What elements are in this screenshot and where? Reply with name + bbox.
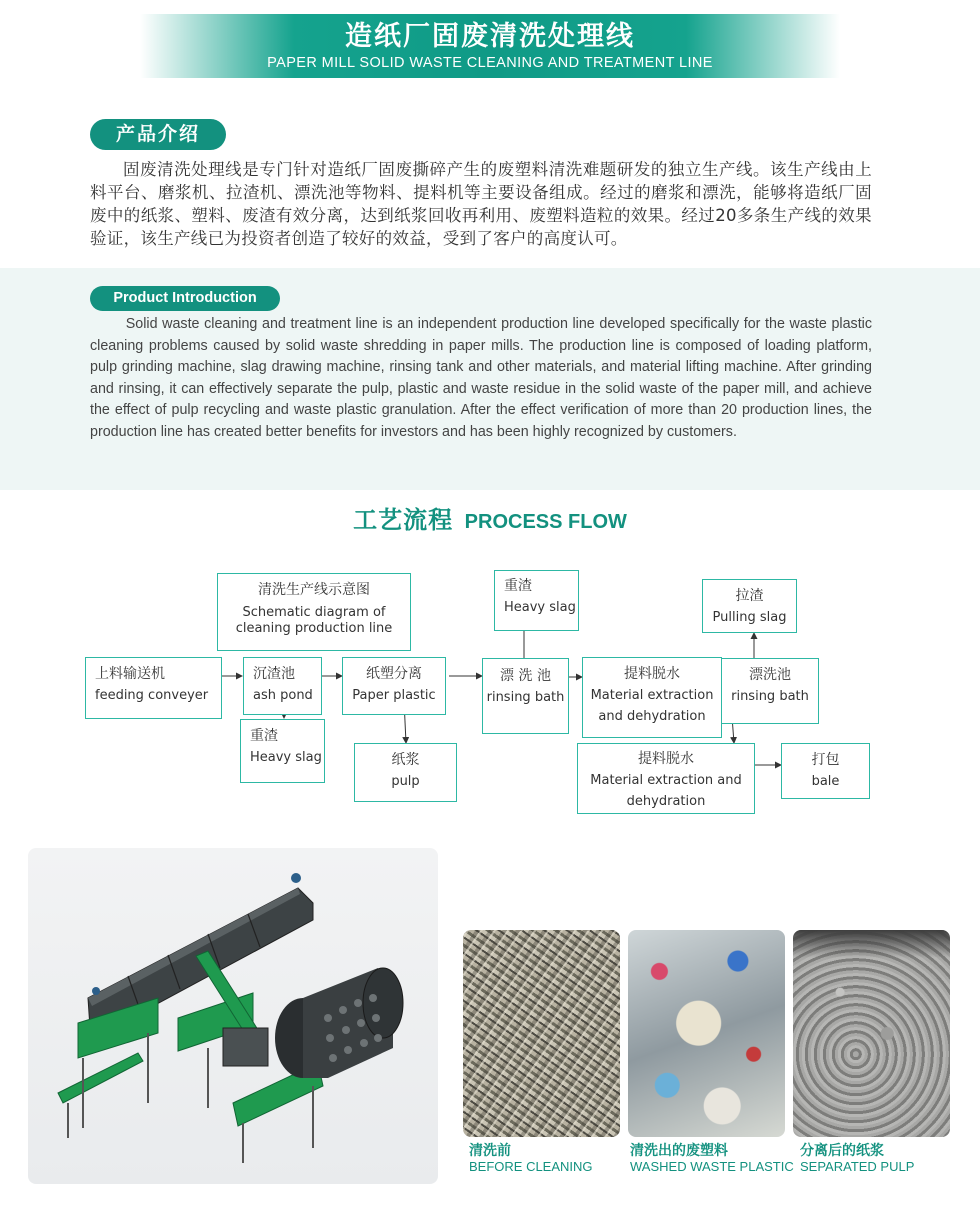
paper-plastic-box	[342, 657, 446, 715]
extraction-1-en2: and dehydration	[598, 709, 706, 724]
extraction-1-cn: 提料脱水	[624, 666, 680, 682]
extraction-box-1	[582, 657, 722, 738]
pulp-cn: 纸浆	[391, 752, 420, 768]
production-line-illustration	[28, 848, 438, 1184]
production-line-drawing	[28, 848, 438, 1184]
paper-plastic-cn: 纸塑分离	[366, 666, 422, 682]
pulp-en: pulp	[391, 774, 420, 789]
separated-pulp-photo	[793, 930, 950, 1137]
pulling-slag-cn: 拉渣	[735, 588, 764, 604]
schematic-box	[217, 573, 411, 651]
pulp-box	[354, 743, 457, 802]
heavy-slag-box-1	[240, 719, 325, 783]
feeding-en: feeding conveyer	[95, 688, 209, 703]
caption-washed-plastic-en: WASHED WASTE PLASTIC	[630, 1159, 794, 1174]
schematic-en2: cleaning production line	[235, 621, 393, 636]
extraction-2-en1: Material extraction and	[590, 773, 742, 788]
pulling-slag-en: Pulling slag	[712, 610, 787, 625]
extraction-1-en1: Material extraction	[590, 688, 714, 703]
caption-before-cleaning-en: BEFORE CLEANING	[469, 1159, 593, 1174]
process-flow-title	[0, 500, 980, 535]
intro-en-heading: Product Introduction	[90, 286, 280, 311]
washed-plastic-photo	[628, 930, 785, 1137]
before-cleaning-photo	[463, 930, 620, 1137]
rinsing-2-en: rinsing bath	[731, 689, 809, 704]
bale-en: bale	[811, 774, 840, 789]
caption-separated-pulp	[800, 1143, 914, 1175]
rinsing-1-cn: 漂 洗 池	[500, 668, 551, 684]
ash-pond-cn: 沉渣池	[253, 666, 295, 682]
caption-washed-plastic	[630, 1143, 794, 1175]
rinsing-1-en: rinsing bath	[486, 690, 565, 705]
ash-pond-box	[243, 657, 322, 715]
pulling-slag-box	[702, 579, 797, 633]
rinsing-bath-box-2	[721, 658, 819, 724]
page-title: 造纸厂固废清洗处理线	[345, 21, 635, 52]
caption-separated-pulp-cn: 分离后的纸浆	[800, 1143, 884, 1159]
paper-plastic-en: Paper plastic	[352, 688, 436, 703]
feeding-box	[85, 657, 222, 719]
ash-pond-en: ash pond	[253, 688, 313, 703]
rinsing-bath-box-1	[482, 658, 569, 734]
process-flow-title-en: PROCESS FLOW	[464, 511, 627, 533]
heavy-slag-1-en: Heavy slag	[250, 750, 322, 765]
intro-cn-text: 固废清洗处理线是专门针对造纸厂固废撕碎产生的废塑料清洗难题研发的独立生产线。该生产线由上料平台、磨浆机、拉渣机、漂洗池等物料、提料机等主要设备组成。经过的磨浆和漂洗，能够将造纸厂固废中的纸浆、塑料、废渣有效分离，达到纸浆回收再利用、废塑料造粒的效果。经过20多条生产线的效果验证，该生产线已为投资者创造了较好的效益，受到了客户的高度认可。	[90, 160, 872, 248]
intro-en-text: Solid waste cleaning and treatment line is an independent production line developed specifically for the waste plastic cleaning problems caused by solid waste shredding in paper mills. The production line is composed of loading platform, pulp grinding machine, slag drawing machine, rinsing tank and other materials, and material lifting machine. After grinding and rinsing, it can effectively separate the pulp, plastic and waste residue in the solid waste of the paper mill, and achieve the effect of pulp recycling and waste plastic granulation. After the effect verification of more than 20 production lines, the production line has created better benefits for investors and has been highly recognized by customers.	[90, 316, 872, 440]
extraction-2-cn: 提料脱水	[638, 751, 694, 767]
page-subtitle: PAPER MILL SOLID WASTE CLEANING AND TREATMENT LINE	[267, 55, 713, 71]
caption-before-cleaning-cn: 清洗前	[469, 1143, 511, 1159]
caption-washed-plastic-cn: 清洗出的废塑料	[630, 1143, 728, 1159]
extraction-2-en2: dehydration	[626, 794, 706, 809]
title-banner	[140, 14, 840, 78]
caption-separated-pulp-en: SEPARATED PULP	[800, 1159, 915, 1174]
bale-cn: 打包	[811, 752, 840, 768]
intro-cn-heading: 产品介绍	[90, 119, 226, 150]
feeding-cn: 上料输送机	[95, 666, 165, 682]
heavy-slag-2-cn: 重渣	[504, 578, 532, 594]
heavy-slag-1-cn: 重渣	[250, 728, 278, 744]
schematic-cn: 清洗生产线示意图	[258, 582, 370, 598]
schematic-en1: Schematic diagram of	[242, 605, 386, 620]
rinsing-2-cn: 漂洗池	[749, 667, 791, 683]
extraction-box-2	[577, 743, 755, 814]
bale-box	[781, 743, 870, 799]
heavy-slag-2-en: Heavy slag	[504, 600, 576, 615]
heavy-slag-box-2	[494, 570, 579, 631]
caption-before-cleaning	[469, 1143, 593, 1175]
process-flow-title-cn: 工艺流程	[353, 506, 454, 534]
